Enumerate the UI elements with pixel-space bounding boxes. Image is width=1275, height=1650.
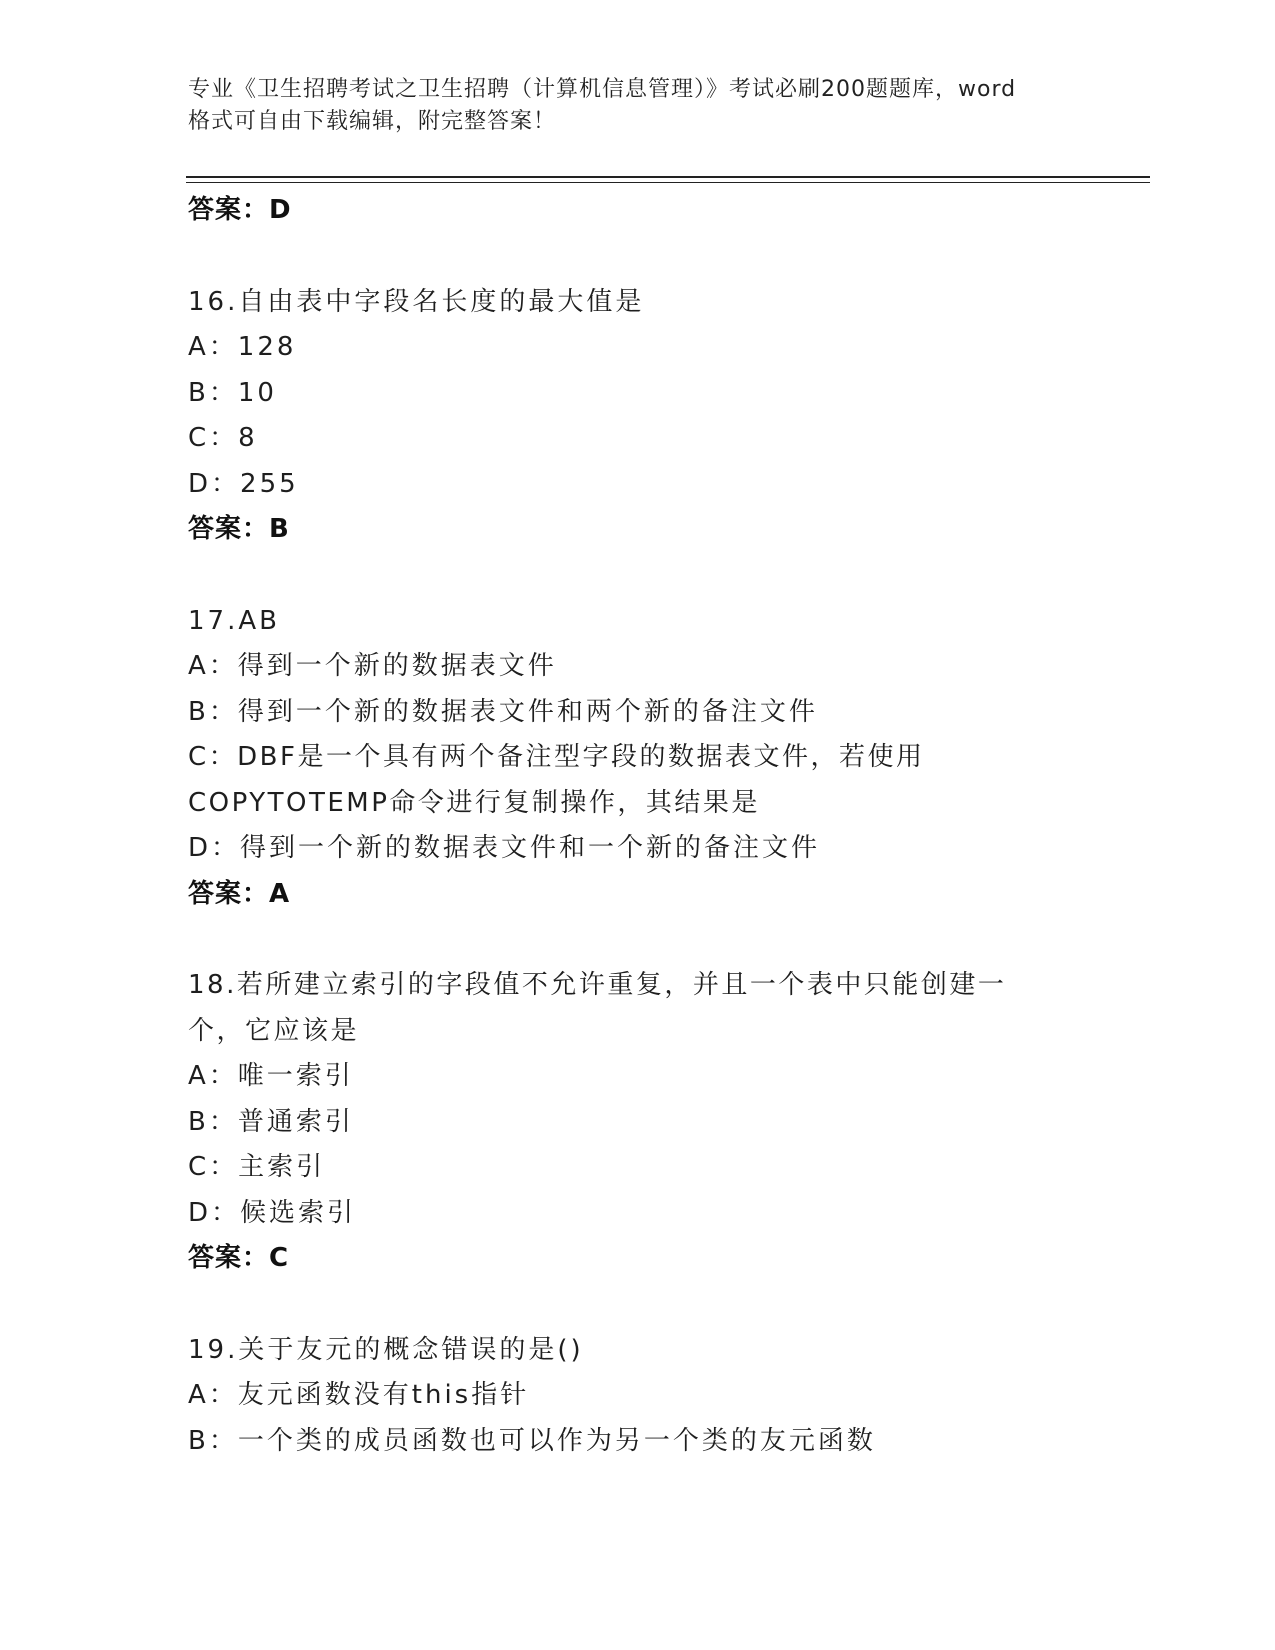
question-19	[188, 1328, 1088, 1465]
question-text: 16.自由表中字段名长度的最大值是	[188, 286, 645, 317]
option-a: A：友元函数没有this指针	[188, 1380, 530, 1410]
question-17	[188, 599, 1088, 918]
document-header	[188, 74, 1088, 138]
question-text: 17.AB	[188, 605, 280, 636]
question-text: 18.若所建立索引的字段值不允许重复，并且一个表中只能创建一个，它应该是	[188, 970, 1007, 1046]
option-a: A：128	[188, 332, 297, 362]
option-a: A：唯一索引	[188, 1061, 354, 1091]
option-b: B：普通索引	[188, 1106, 354, 1137]
option-d: D：得到一个新的数据表文件和一个新的备注文件	[188, 833, 821, 863]
question-text: 19.关于友元的概念错误的是()	[188, 1334, 584, 1365]
answer-prev: 答案：D	[188, 195, 292, 225]
option-a: A：得到一个新的数据表文件	[188, 651, 557, 681]
answer: 答案：C	[188, 1243, 290, 1273]
header-line-1: 专业《卫生招聘考试之卫生招聘（计算机信息管理）》考试必刷200题题库，word	[188, 77, 1017, 102]
option-d: D：候选索引	[188, 1197, 357, 1228]
question-16	[188, 280, 1088, 553]
option-c: C：8	[188, 423, 258, 453]
option-b: B：一个类的成员函数也可以作为另一个类的友元函数	[188, 1425, 876, 1456]
answer: 答案：B	[188, 514, 290, 544]
header-line-2: 格式可自由下载编辑，附完整答案！	[188, 109, 557, 134]
answer: 答案：A	[188, 878, 291, 909]
option-d: D：255	[188, 468, 299, 499]
header-divider-thick	[186, 176, 1150, 178]
option-c: C：主索引	[188, 1152, 326, 1182]
option-b: B：10	[188, 377, 277, 408]
option-b: B：得到一个新的数据表文件和两个新的备注文件	[188, 696, 818, 727]
question-18	[188, 963, 1088, 1282]
document-body	[188, 188, 1088, 1464]
option-c: C：DBF是一个具有两个备注型字段的数据表文件，若使用COPYTOTEMP命令进行复制操作，其结果是	[188, 742, 925, 818]
header-divider-thin	[186, 182, 1150, 183]
